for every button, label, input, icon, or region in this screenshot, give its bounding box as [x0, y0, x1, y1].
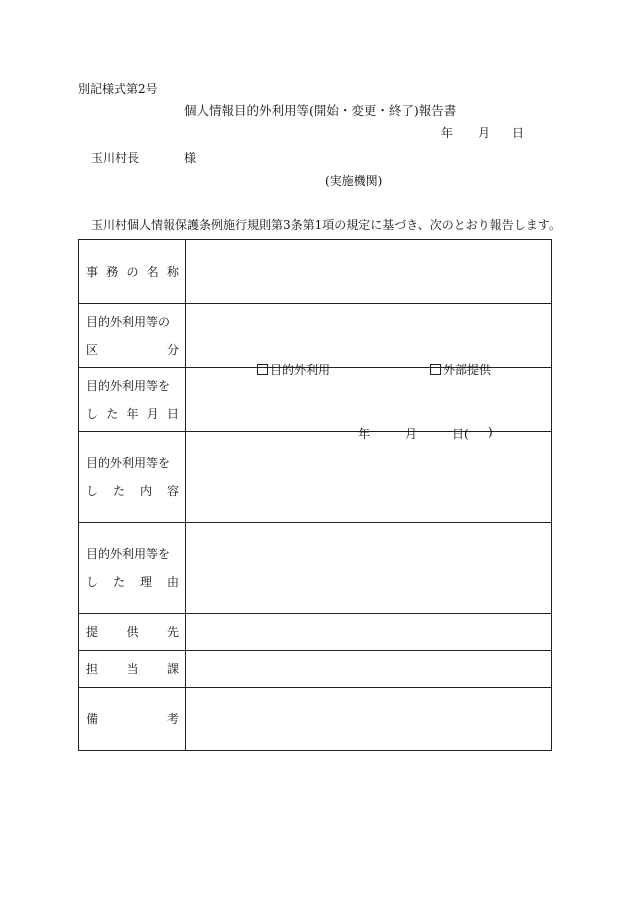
field-reason[interactable]	[186, 523, 552, 614]
date-year: 年	[441, 126, 454, 140]
row-office-name	[79, 240, 552, 304]
date-month: 月	[478, 126, 491, 140]
label-category: 目的外利用等の 区 分	[79, 304, 186, 368]
label-office-name: 事 務 の 名 称	[79, 240, 186, 304]
label-content: 目的外利用等を し た 内 容	[79, 432, 186, 523]
field-remarks[interactable]	[186, 688, 552, 751]
addressee-name: 玉川村長	[91, 151, 140, 165]
label-recipient: 提 供 先	[79, 614, 186, 651]
checkbox-icon[interactable]	[257, 364, 268, 375]
field-recipient[interactable]	[186, 614, 552, 651]
row-remarks	[79, 688, 552, 751]
row-recipient	[79, 614, 552, 651]
form-number: 別記様式第2号	[78, 82, 158, 96]
checkbox-icon[interactable]	[430, 364, 441, 375]
report-table	[78, 239, 552, 751]
addressee-honorific: 様	[184, 151, 197, 165]
label-date-done: 目的外利用等を し た 年 月 日	[79, 368, 186, 432]
option-internal-use[interactable]: 目的外利用	[257, 361, 330, 378]
row-reason	[79, 523, 552, 614]
field-date-done[interactable]: 年 月 日( )	[186, 368, 552, 432]
label-section: 担 当 課	[79, 651, 186, 688]
date-day: 日	[512, 126, 525, 140]
document-title: 個人情報目的外利用等(開始・変更・終了)報告書	[184, 103, 457, 118]
option-external-provision[interactable]: 外部提供	[430, 361, 491, 378]
field-section[interactable]	[186, 651, 552, 688]
field-office-name[interactable]	[186, 240, 552, 304]
row-category	[79, 304, 552, 368]
label-reason: 目的外利用等を し た 理 由	[79, 523, 186, 614]
row-content	[79, 432, 552, 523]
label-remarks: 備 考	[79, 688, 186, 751]
row-section	[79, 651, 552, 688]
field-category	[186, 304, 552, 377]
field-content[interactable]	[186, 432, 552, 523]
intro-text: 玉川村個人情報保護条例施行規則第3条第1項の規定に基づき、次のとおり報告します。	[91, 218, 561, 232]
implementing-org: (実施機関)	[325, 174, 383, 188]
